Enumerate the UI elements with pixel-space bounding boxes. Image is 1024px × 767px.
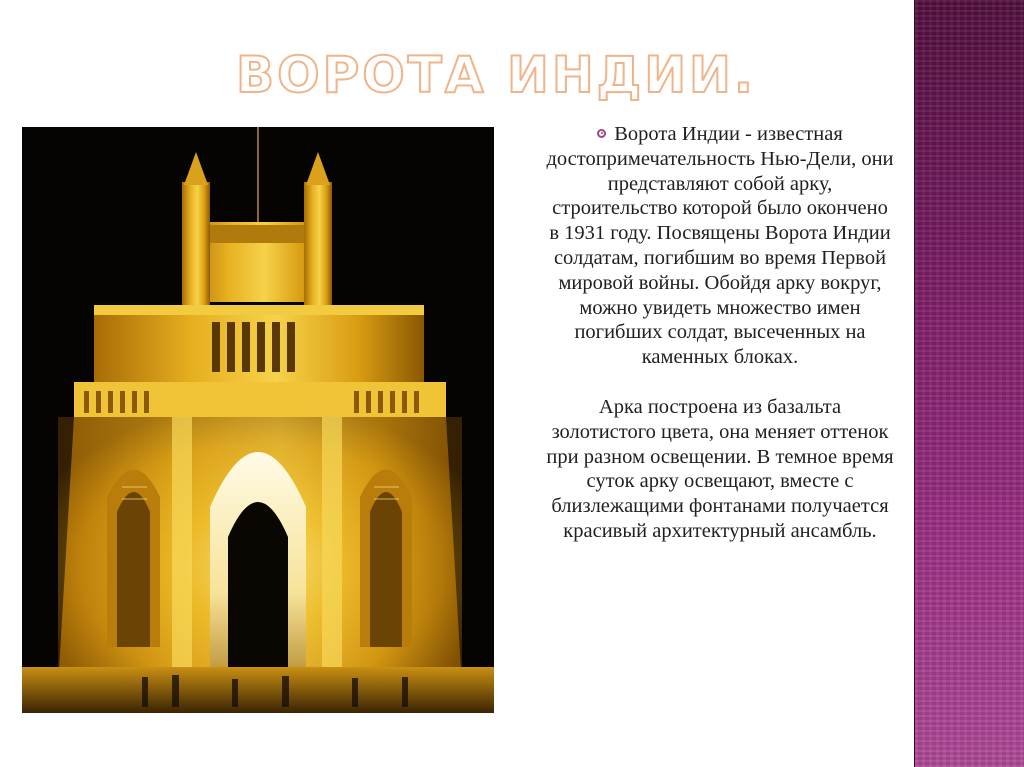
gateway-photo: [22, 127, 494, 713]
decorative-side-band: [914, 0, 1024, 767]
bullet-icon: [597, 129, 606, 138]
paragraph-1: [545, 122, 895, 370]
paragraph-2: Арка построена из базальта золотистого цвета, она меняет оттенок при разном освещении. В темное время суток арку освещают, вместе с близлежащими фонтанами получается красивый архитектурный ансамбль.: [546, 395, 894, 542]
slide-title: ВОРОТА ИНДИИ.: [236, 46, 756, 104]
paragraph-1-text: Ворота Индии - известная достопримечательность Нью-Дели, они представляют собой арку, строительство которой было окончено в 1931 году. Посвящены Ворота Индии солдатам, погибшим во время Первой мировой войны. Обойдя арку вокруг, можно увидеть множество имен погибших солдат, высеченных на каменных блоках.: [546, 123, 894, 369]
description-text: [545, 122, 895, 544]
